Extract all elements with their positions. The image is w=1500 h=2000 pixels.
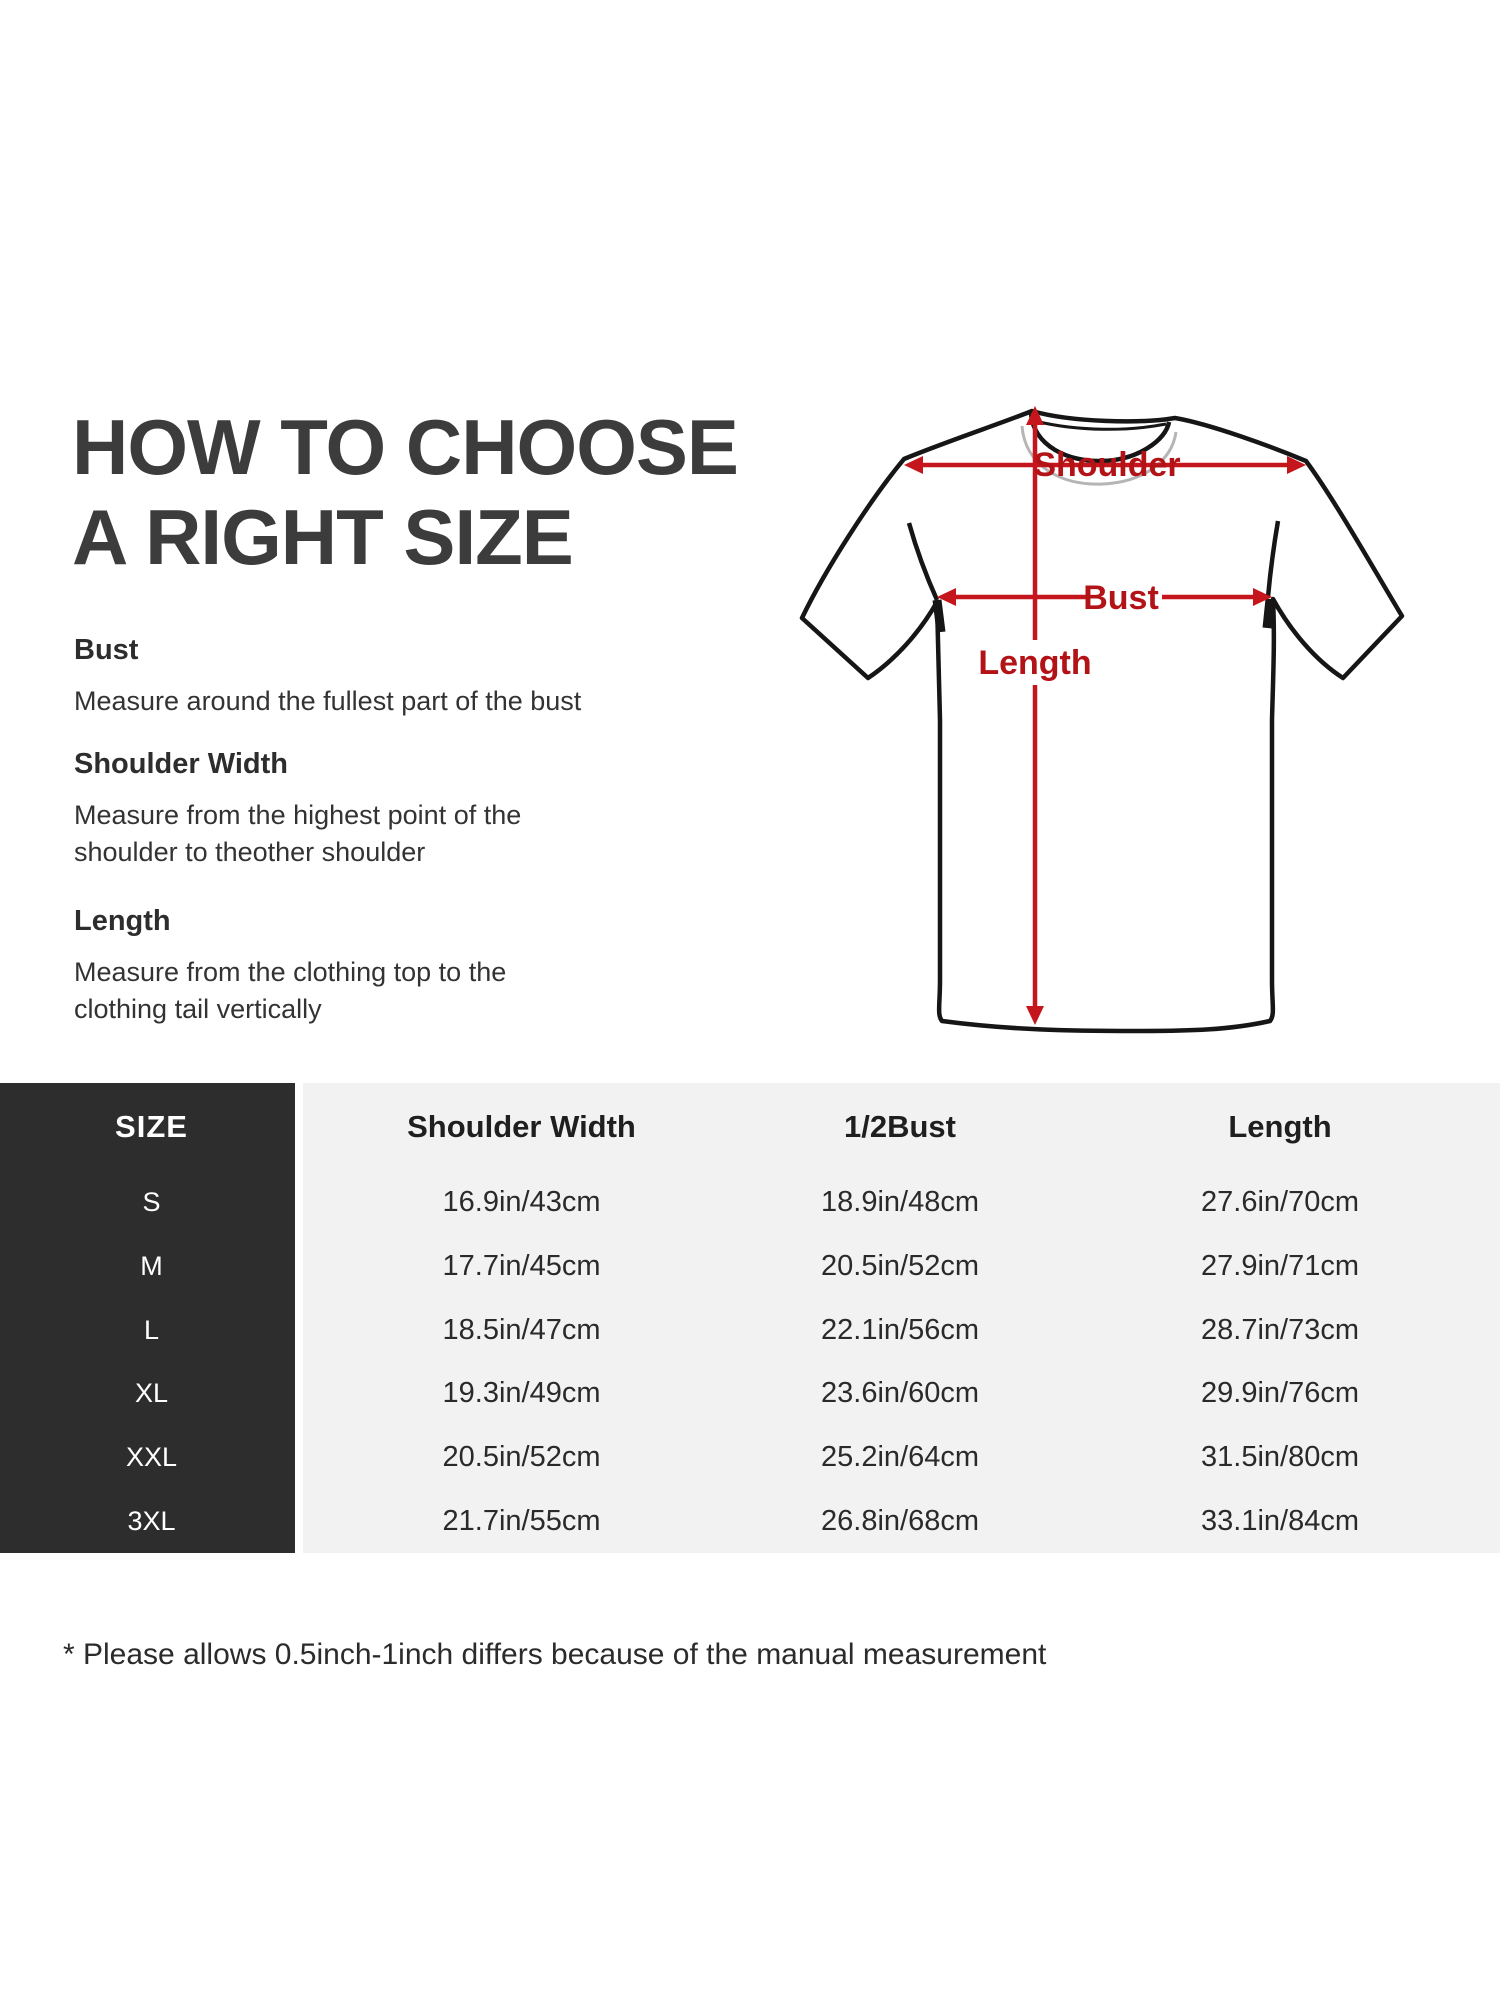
table-header-length: Length: [1228, 1109, 1332, 1144]
tshirt-diagram-svg: [770, 380, 1430, 1040]
table-row-xl-size: XL: [134, 1378, 169, 1409]
table-row-s-length: 27.6in/70cm: [1201, 1186, 1359, 1219]
tshirt-measurement-diagram: [770, 380, 1430, 1040]
measurement-footnote: * Please allows 0.5inch-1inch differs because of the manual measurement: [63, 1638, 1047, 1671]
instruction-shoulder-text-line2: shoulder to theother shoulder: [74, 837, 426, 867]
left-armpit: [937, 600, 941, 632]
instruction-length-heading: Length: [74, 905, 171, 937]
table-row-3xl-size: 3XL: [127, 1505, 176, 1536]
table-row-m-shoulder: 17.7in/45cm: [442, 1249, 601, 1282]
bust-label: Bust: [1083, 579, 1159, 617]
instruction-length: [74, 905, 674, 1028]
table-row-m-bust: 20.5in/52cm: [821, 1249, 979, 1282]
table-header-shoulder-width: Shoulder Width: [407, 1109, 636, 1144]
right-armpit: [1267, 599, 1270, 628]
instruction-shoulder-width: [74, 748, 674, 871]
page-title: [72, 402, 738, 582]
table-row-xxl-bust: 25.2in/64cm: [821, 1440, 979, 1473]
table-row-xxl-length: 31.5in/80cm: [1201, 1440, 1359, 1473]
table-row-s-size: S: [142, 1187, 161, 1218]
table-row-xl-length: 29.9in/76cm: [1201, 1377, 1359, 1410]
table-row-3xl-bust: 26.8in/68cm: [821, 1504, 979, 1537]
table-row-xxl-size: XXL: [125, 1441, 178, 1472]
size-table: [0, 1083, 1500, 1553]
size-table-grid: [0, 1083, 1500, 1553]
table-header-size: SIZE: [115, 1109, 188, 1144]
table-row-3xl-length: 33.1in/84cm: [1201, 1504, 1359, 1537]
table-row-l-bust: 22.1in/56cm: [821, 1313, 979, 1346]
tshirt-outline: [802, 411, 1402, 1031]
page-title-line2: A RIGHT SIZE: [72, 493, 573, 581]
table-row-xl-bust: 23.6in/60cm: [821, 1377, 979, 1410]
page-title-line1: HOW TO CHOOSE: [72, 403, 738, 491]
table-row-l-size: L: [143, 1314, 160, 1345]
instruction-length-text-line1: Measure from the clothing top to the: [74, 957, 507, 987]
instruction-length-text-line2: clothing tail vertically: [74, 994, 322, 1024]
instruction-shoulder-heading: Shoulder Width: [74, 748, 288, 780]
table-row-s-shoulder: 16.9in/43cm: [442, 1186, 601, 1219]
length-label: Length: [978, 644, 1092, 682]
table-row-3xl-shoulder: 21.7in/55cm: [442, 1504, 601, 1537]
table-row-xl-shoulder: 19.3in/49cm: [442, 1377, 601, 1410]
table-row-l-length: 28.7in/73cm: [1201, 1313, 1359, 1346]
shoulder-label: Shoulder: [1033, 446, 1181, 484]
table-row-l-shoulder: 18.5in/47cm: [442, 1313, 601, 1346]
table-row-xxl-shoulder: 20.5in/52cm: [442, 1440, 601, 1473]
table-row-s-bust: 18.9in/48cm: [821, 1186, 979, 1219]
table-row-m-size: M: [140, 1250, 163, 1281]
instruction-bust: [74, 634, 674, 720]
instruction-bust-heading: Bust: [74, 634, 139, 666]
table-row-m-length: 27.9in/71cm: [1201, 1249, 1359, 1282]
instruction-bust-text: Measure around the fullest part of the bust: [74, 686, 582, 716]
instruction-shoulder-text-line1: Measure from the highest point of the: [74, 800, 522, 830]
table-header-half-bust: 1/2Bust: [844, 1109, 956, 1144]
